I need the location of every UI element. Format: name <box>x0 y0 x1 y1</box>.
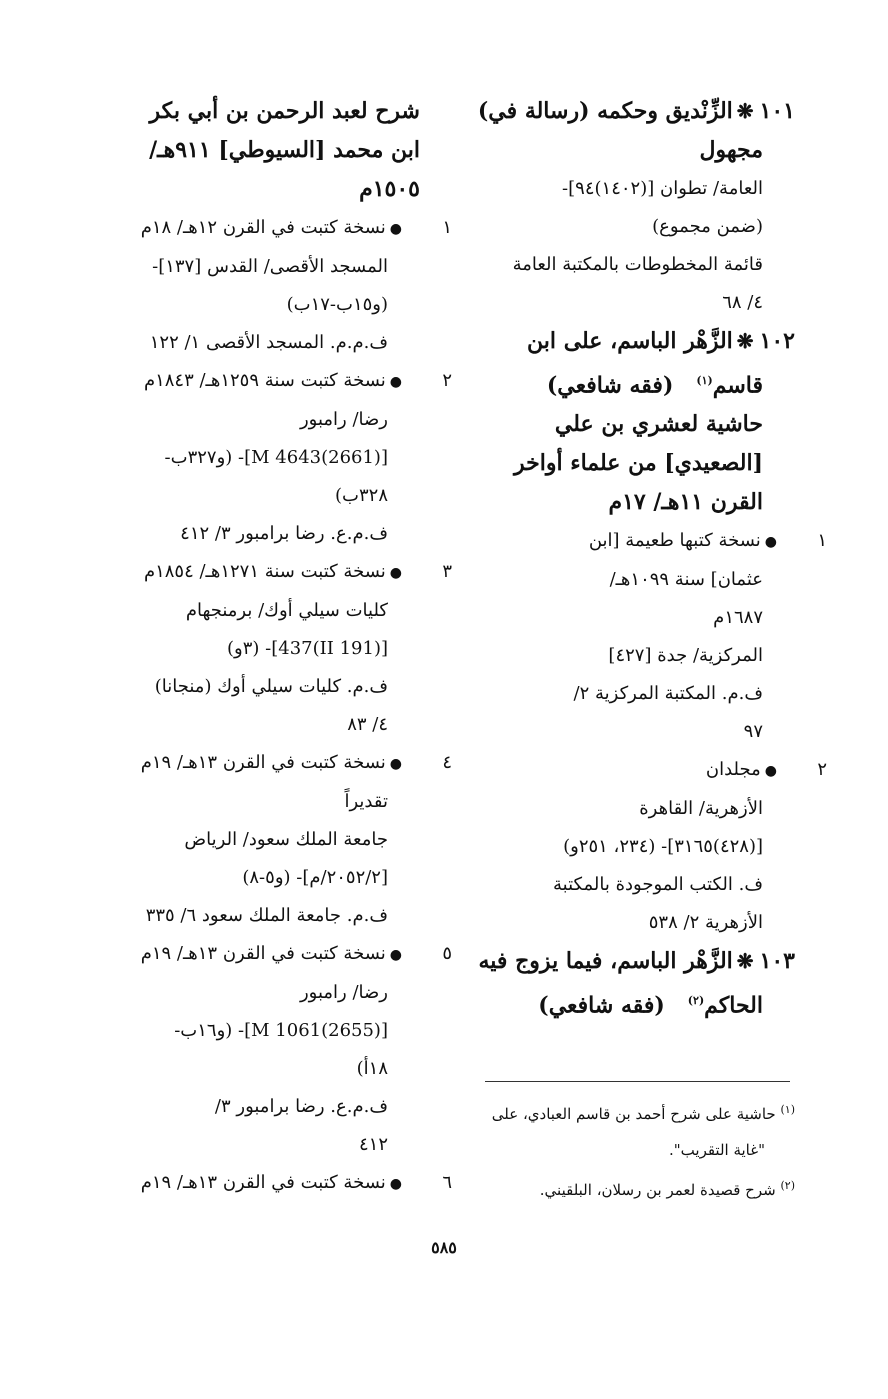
footnotes <box>455 1092 795 1208</box>
copy-line: ف.م. المكتبة المركزية ٢/ <box>573 683 763 705</box>
entry-102-commentary: القرن ١١هـ/ ١٧م <box>608 489 763 516</box>
entry-101-line: (ضمن مجموع) <box>652 216 763 237</box>
right-column <box>455 92 827 1026</box>
copy-line: ف. الكتب الموجودة بالمكتبة <box>553 874 763 896</box>
copy-line: الأزهرية/ القاهرة <box>639 798 763 820</box>
copy-record: ٦●نسخة كتبت في القرن ١٣هـ/ ١٩م <box>140 1172 452 1193</box>
copy-record: ٤●نسخة كتبت في القرن ١٣هـ/ ١٩م <box>140 752 452 773</box>
copy-line: تقديراً <box>344 791 388 812</box>
footnote-divider <box>485 1081 790 1082</box>
copy-line: الأزهرية ٢/ ٥٣٨ <box>648 912 763 934</box>
bullet-icon: ● <box>764 534 777 551</box>
copy-record: ٢●مجلدان <box>705 759 827 781</box>
bullet-icon: ● <box>389 1176 402 1192</box>
entry-101-title: ١٠١❋الزِّنْديق وحكمه (رسالة في) <box>477 98 795 124</box>
commentary-heading: شرح لعبد الرحمن بن أبي بكر <box>149 98 420 124</box>
copy-line: ١٦٨٧م <box>713 607 763 629</box>
asterisk-icon: ❋ <box>736 99 754 123</box>
copy-line: ف.م. كليات سيلي أوك (منجانا) <box>154 676 388 697</box>
copy-line: (و١٥ب-١٧ب) <box>286 294 388 315</box>
entry-101-line: ٤/ ٦٨ <box>722 292 763 313</box>
asterisk-icon: ❋ <box>736 949 754 974</box>
entry-101-author: مجهول <box>699 137 763 163</box>
bullet-icon: ● <box>764 763 777 780</box>
copy-record: ١●نسخة كتبها طعيمة [ابن <box>588 530 827 552</box>
copy-line: [٢٠٥٢/٢/م]- (و٥-٨) <box>242 867 388 888</box>
bullet-icon: ● <box>389 221 402 237</box>
footnote-1: $^{(١)}$ حاشية على شرح أحمد بن قاسم العبادي، على <box>491 1103 795 1123</box>
copy-line: رضا/ رامبور <box>299 982 388 1003</box>
copy-line: ٩٧ <box>743 721 763 743</box>
copy-line: كليات سيلي أوك/ برمنجهام <box>185 600 388 621</box>
commentary-heading: ١٥٠٥م <box>359 176 420 202</box>
bullet-icon: ● <box>389 756 402 772</box>
copy-line: المركزية/ جدة [٤٢٧] <box>608 645 763 667</box>
copy-line: ف.م.ع. رضا برامبور ٣/ ٤١٢ <box>180 523 388 544</box>
entry-102-title: ١٠٢❋الزَّهْر الباسم، على ابن <box>527 328 795 354</box>
copy-line: [M 1061(2655)]- (و١٦ب- <box>174 1020 388 1041</box>
footnote-1-cont: "غاية التقريب". <box>669 1141 765 1159</box>
left-column <box>70 92 452 1203</box>
entry-102-commentary: [الصعيدي] من علماء أواخر <box>513 450 763 477</box>
copy-line: ٣٢٨ب) <box>335 485 388 506</box>
copy-line: عثمان] سنة ١٠٩٩هـ/ <box>609 569 763 591</box>
copy-line: ف.م. جامعة الملك سعود ٦/ ٣٣٥ <box>145 905 388 926</box>
entry-101-line: قائمة المخطوطات بالمكتبة العامة <box>512 254 763 275</box>
copy-line: ١٨أ) <box>356 1058 388 1079</box>
entry-102-commentary: حاشية لعشري بن علي <box>554 411 763 438</box>
asterisk-icon: ❋ <box>736 329 754 353</box>
entry-103-title-cont: الحاكم$^{(٢)}$ (فقه شافعي) <box>538 992 763 1019</box>
bullet-icon: ● <box>389 565 402 581</box>
copy-record: ٢●نسخة كتبت سنة ١٢٥٩هـ/ ١٨٤٣م <box>143 370 452 391</box>
copy-record: ٥●نسخة كتبت في القرن ١٣هـ/ ١٩م <box>140 943 452 964</box>
commentary-heading: ابن محمد [السيوطي] ٩١١هـ/ <box>149 137 420 163</box>
copy-line: ٤/ ٨٣ <box>347 714 388 735</box>
page-number: ٥٨٥ <box>431 1238 457 1257</box>
copy-line: ٤١٢ <box>358 1134 388 1155</box>
copy-line: جامعة الملك سعود/ الرياض <box>184 829 388 850</box>
copy-record: ١●نسخة كتبت في القرن ١٢هـ/ ١٨م <box>140 217 452 238</box>
copy-line: ف.م.ع. رضا برامبور ٣/ <box>214 1096 388 1117</box>
copy-line: المسجد الأقصى/ القدس [١٣٧]- <box>152 256 388 277</box>
copy-line: [(II 191)437]- (٣و) <box>227 638 388 659</box>
entry-103-title: ١٠٣❋الزَّهْر الباسم، فيما يزوج فيه <box>478 948 795 975</box>
copy-line: [(٤٢٨)٣١٦٥]- (٢٣٤، ٢٥١و) <box>563 836 763 858</box>
copy-line: رضا/ رامبور <box>299 409 388 430</box>
entry-102-title-cont: قاسم$^{(١)}$ (فقه شافعي) <box>546 372 763 399</box>
entry-101-line: العامة/ تطوان [(١٤٠٢)٩٤]- <box>562 178 763 199</box>
footnote-2: $^{(٢)}$ شرح قصيدة لعمر بن رسلان، البلقيني. <box>539 1179 795 1199</box>
bullet-icon: ● <box>389 374 402 390</box>
copy-record: ٣●نسخة كتبت سنة ١٢٧١هـ/ ١٨٥٤م <box>143 561 452 582</box>
copy-line: ف.م.م. المسجد الأقصى ١/ ١٢٢ <box>149 332 388 353</box>
bullet-icon: ● <box>389 947 402 963</box>
copy-line: [M 4643(2661)]- (و٣٢٧ب- <box>164 447 388 468</box>
